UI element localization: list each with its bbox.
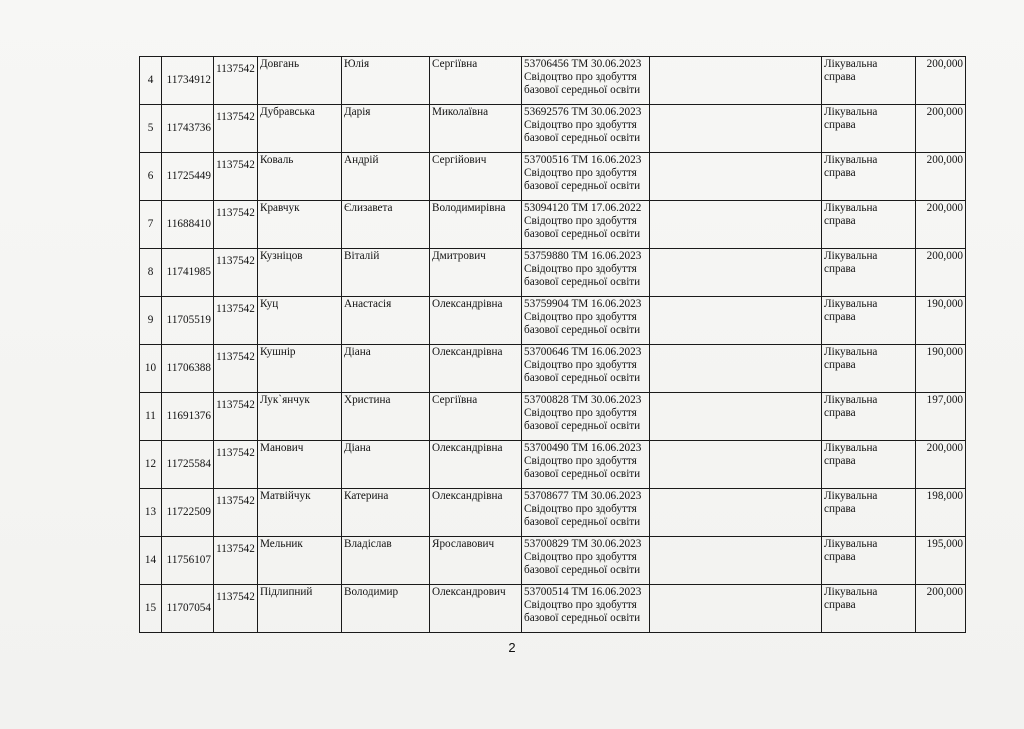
education-document (522, 201, 650, 249)
specialty-line: справа (824, 311, 856, 323)
empty-cell (650, 489, 822, 537)
empty-cell (650, 537, 822, 585)
applicant-id: 11688410 (162, 201, 214, 249)
program-code: 1137542 (214, 105, 258, 153)
table-row (140, 393, 966, 441)
patronymic: Ярославович (430, 537, 522, 585)
specialty-line: справа (824, 119, 856, 131)
surname: Лук`янчук (258, 393, 342, 441)
program-code: 1137542 (214, 393, 258, 441)
first-name: Діана (342, 441, 430, 489)
education-document-line: базової середньої освіти (524, 132, 641, 144)
first-name: Андрій (342, 153, 430, 201)
table-row (140, 249, 966, 297)
education-document-line: Свідоцтво про здобуття (524, 71, 637, 83)
education-document-line: 53700516 ТМ 16.06.2023 (524, 154, 642, 166)
competitive-score: 200,000 (916, 585, 966, 633)
education-document-line: 53759880 ТМ 16.06.2023 (524, 250, 642, 262)
education-document-line: Свідоцтво про здобуття (524, 215, 637, 227)
specialty-line: Лікувальна (824, 298, 878, 310)
education-document-line: базової середньої освіти (524, 516, 641, 528)
applicant-id: 11741985 (162, 249, 214, 297)
specialty (822, 489, 916, 537)
specialty (822, 585, 916, 633)
education-document-line: базової середньої освіти (524, 228, 641, 240)
table-row (140, 201, 966, 249)
specialty (822, 105, 916, 153)
education-document (522, 441, 650, 489)
education-document-line: 53700829 ТМ 30.06.2023 (524, 538, 642, 550)
applicant-id: 11734912 (162, 57, 214, 105)
patronymic: Олександрівна (430, 297, 522, 345)
education-document (522, 489, 650, 537)
program-code: 1137542 (214, 441, 258, 489)
specialty-line: справа (824, 551, 856, 563)
row-number: 12 (140, 441, 162, 489)
row-number: 15 (140, 585, 162, 633)
program-code: 1137542 (214, 345, 258, 393)
applicant-id: 11743736 (162, 105, 214, 153)
applicant-id: 11722509 (162, 489, 214, 537)
first-name: Владіслав (342, 537, 430, 585)
education-document-line: Свідоцтво про здобуття (524, 359, 637, 371)
education-document (522, 537, 650, 585)
patronymic: Сергійович (430, 153, 522, 201)
education-document (522, 57, 650, 105)
table-row (140, 441, 966, 489)
specialty-line: Лікувальна (824, 58, 878, 70)
row-number: 7 (140, 201, 162, 249)
specialty-line: справа (824, 167, 856, 179)
empty-cell (650, 57, 822, 105)
applicants-table (139, 56, 966, 633)
education-document (522, 393, 650, 441)
applicant-id: 11725584 (162, 441, 214, 489)
specialty (822, 297, 916, 345)
education-document-line: базової середньої освіти (524, 372, 641, 384)
program-code: 1137542 (214, 297, 258, 345)
education-document (522, 249, 650, 297)
patronymic: Сергіївна (430, 393, 522, 441)
surname: Коваль (258, 153, 342, 201)
surname: Манович (258, 441, 342, 489)
row-number: 9 (140, 297, 162, 345)
empty-cell (650, 153, 822, 201)
patronymic: Володимирівна (430, 201, 522, 249)
program-code: 1137542 (214, 57, 258, 105)
row-number: 8 (140, 249, 162, 297)
patronymic: Олександрович (430, 585, 522, 633)
empty-cell (650, 105, 822, 153)
education-document-line: базової середньої освіти (524, 564, 641, 576)
specialty-line: справа (824, 263, 856, 275)
first-name: Анастасія (342, 297, 430, 345)
specialty (822, 153, 916, 201)
education-document (522, 345, 650, 393)
empty-cell (650, 585, 822, 633)
row-number: 5 (140, 105, 162, 153)
competitive-score: 200,000 (916, 153, 966, 201)
education-document-line: 53708677 ТМ 30.06.2023 (524, 490, 642, 502)
program-code: 1137542 (214, 537, 258, 585)
table-body (140, 57, 966, 633)
first-name: Дарія (342, 105, 430, 153)
first-name: Юлія (342, 57, 430, 105)
education-document-line: Свідоцтво про здобуття (524, 503, 637, 515)
competitive-score: 200,000 (916, 249, 966, 297)
patronymic: Дмитрович (430, 249, 522, 297)
table-row (140, 537, 966, 585)
education-document (522, 153, 650, 201)
specialty-line: Лікувальна (824, 538, 878, 550)
row-number: 13 (140, 489, 162, 537)
education-document-line: базової середньої освіти (524, 276, 641, 288)
empty-cell (650, 249, 822, 297)
education-document-line: Свідоцтво про здобуття (524, 311, 637, 323)
specialty-line: справа (824, 407, 856, 419)
surname: Куц (258, 297, 342, 345)
education-document-line: 53706456 ТМ 30.06.2023 (524, 58, 642, 70)
specialty-line: Лікувальна (824, 346, 878, 358)
specialty (822, 57, 916, 105)
surname: Підлипний (258, 585, 342, 633)
specialty-line: Лікувальна (824, 154, 878, 166)
education-document-line: базової середньої освіти (524, 84, 641, 96)
applicant-id: 11705519 (162, 297, 214, 345)
competitive-score: 200,000 (916, 57, 966, 105)
specialty-line: Лікувальна (824, 250, 878, 262)
education-document-line: 53094120 ТМ 17.06.2022 (524, 202, 642, 214)
competitive-score: 190,000 (916, 297, 966, 345)
specialty-line: Лікувальна (824, 202, 878, 214)
program-code: 1137542 (214, 249, 258, 297)
education-document-line: Свідоцтво про здобуття (524, 551, 637, 563)
empty-cell (650, 201, 822, 249)
surname: Матвійчук (258, 489, 342, 537)
table-row (140, 105, 966, 153)
row-number: 6 (140, 153, 162, 201)
specialty (822, 345, 916, 393)
education-document-line: базової середньої освіти (524, 324, 641, 336)
surname: Дубравська (258, 105, 342, 153)
surname: Довгань (258, 57, 342, 105)
specialty-line: Лікувальна (824, 442, 878, 454)
specialty (822, 441, 916, 489)
program-code: 1137542 (214, 489, 258, 537)
table-row (140, 345, 966, 393)
row-number: 11 (140, 393, 162, 441)
applicant-id: 11691376 (162, 393, 214, 441)
education-document-line: 53700828 ТМ 30.06.2023 (524, 394, 642, 406)
education-document-line: Свідоцтво про здобуття (524, 167, 637, 179)
specialty-line: Лікувальна (824, 586, 878, 598)
program-code: 1137542 (214, 201, 258, 249)
first-name: Діана (342, 345, 430, 393)
specialty-line: справа (824, 215, 856, 227)
program-code: 1137542 (214, 585, 258, 633)
specialty-line: справа (824, 359, 856, 371)
education-document-line: 53700646 ТМ 16.06.2023 (524, 346, 642, 358)
page-number: 2 (508, 640, 516, 655)
specialty-line: Лікувальна (824, 394, 878, 406)
patronymic: Олександрівна (430, 345, 522, 393)
first-name: Катерина (342, 489, 430, 537)
specialty-line: справа (824, 599, 856, 611)
education-document (522, 297, 650, 345)
competitive-score: 190,000 (916, 345, 966, 393)
row-number: 14 (140, 537, 162, 585)
first-name: Христина (342, 393, 430, 441)
surname: Кушнір (258, 345, 342, 393)
patronymic: Олександрівна (430, 489, 522, 537)
first-name: Володимир (342, 585, 430, 633)
education-document (522, 585, 650, 633)
first-name: Віталій (342, 249, 430, 297)
row-number: 10 (140, 345, 162, 393)
education-document-line: базової середньої освіти (524, 180, 641, 192)
table-row (140, 153, 966, 201)
table-row (140, 585, 966, 633)
education-document-line: 53700514 ТМ 16.06.2023 (524, 586, 642, 598)
education-document-line: Свідоцтво про здобуття (524, 119, 637, 131)
applicant-id: 11756107 (162, 537, 214, 585)
education-document-line: Свідоцтво про здобуття (524, 263, 637, 275)
competitive-score: 195,000 (916, 537, 966, 585)
empty-cell (650, 297, 822, 345)
empty-cell (650, 345, 822, 393)
competitive-score: 197,000 (916, 393, 966, 441)
patronymic: Сергіївна (430, 57, 522, 105)
competitive-score: 198,000 (916, 489, 966, 537)
surname: Кравчук (258, 201, 342, 249)
applicant-id: 11706388 (162, 345, 214, 393)
patronymic: Олександрівна (430, 441, 522, 489)
education-document-line: Свідоцтво про здобуття (524, 455, 637, 467)
education-document-line: базової середньої освіти (524, 612, 641, 624)
specialty (822, 249, 916, 297)
first-name: Єлизавета (342, 201, 430, 249)
education-document-line: базової середньої освіти (524, 468, 641, 480)
specialty-line: Лікувальна (824, 106, 878, 118)
education-document-line: базової середньої освіти (524, 420, 641, 432)
education-document-line: Свідоцтво про здобуття (524, 407, 637, 419)
education-document-line: 53759904 ТМ 16.06.2023 (524, 298, 642, 310)
education-document-line: 53692576 ТМ 30.06.2023 (524, 106, 642, 118)
competitive-score: 200,000 (916, 441, 966, 489)
education-document (522, 105, 650, 153)
table-row (140, 297, 966, 345)
specialty-line: справа (824, 71, 856, 83)
surname: Мельник (258, 537, 342, 585)
applicant-id: 11707054 (162, 585, 214, 633)
empty-cell (650, 393, 822, 441)
competitive-score: 200,000 (916, 105, 966, 153)
specialty-line: справа (824, 503, 856, 515)
education-document-line: 53700490 ТМ 16.06.2023 (524, 442, 642, 454)
competitive-score: 200,000 (916, 201, 966, 249)
empty-cell (650, 441, 822, 489)
specialty (822, 201, 916, 249)
specialty (822, 393, 916, 441)
education-document-line: Свідоцтво про здобуття (524, 599, 637, 611)
applicant-id: 11725449 (162, 153, 214, 201)
surname: Кузніцов (258, 249, 342, 297)
program-code: 1137542 (214, 153, 258, 201)
row-number: 4 (140, 57, 162, 105)
table-row (140, 57, 966, 105)
specialty-line: справа (824, 455, 856, 467)
specialty-line: Лікувальна (824, 490, 878, 502)
specialty (822, 537, 916, 585)
patronymic: Миколаївна (430, 105, 522, 153)
table-row (140, 489, 966, 537)
